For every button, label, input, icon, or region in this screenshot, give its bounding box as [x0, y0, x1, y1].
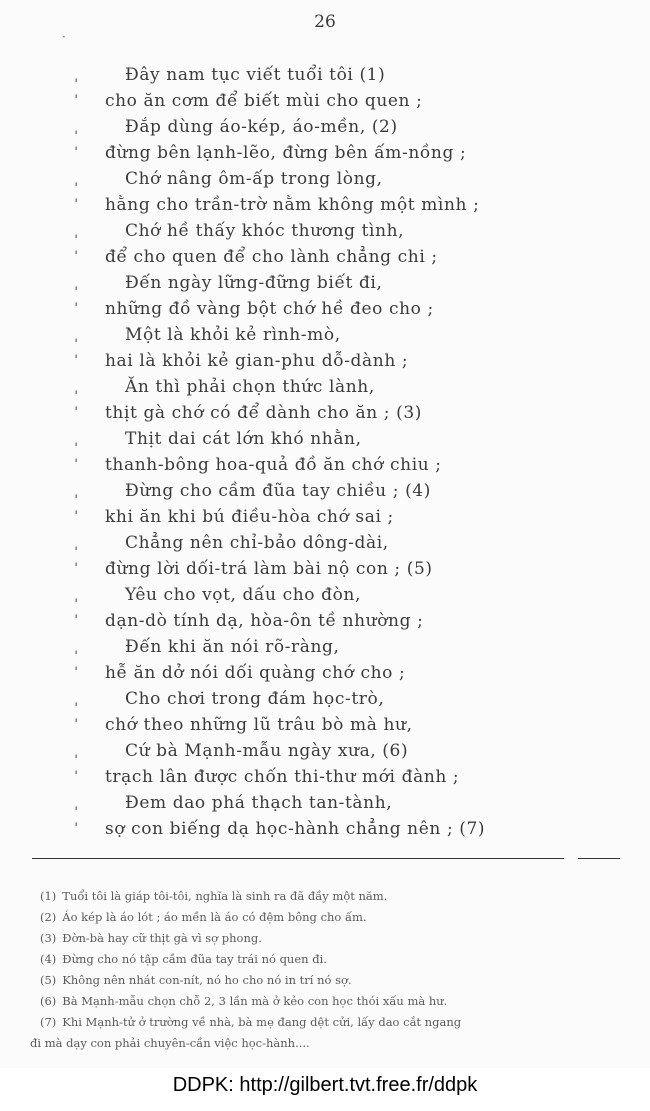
- poem-line-text: Yêu cho vọt, dấu cho đòn,: [125, 585, 361, 605]
- margin-tick-mark: ˈ: [74, 196, 79, 214]
- footnotes-block: [30, 886, 630, 1054]
- poem-line: [70, 400, 590, 426]
- poem-line: [70, 426, 590, 452]
- poem-line: [70, 166, 590, 192]
- margin-tick-mark: ˌ: [74, 638, 79, 656]
- footnote-text: Đờn-bà hay cữ thịt gà vì sợ phong.: [62, 931, 262, 945]
- footnote-text: đi mà dạy con phải chuyên-cần việc học-hành....: [30, 1036, 310, 1050]
- margin-tick-mark: ˈ: [74, 300, 79, 318]
- margin-tick-mark: ˈ: [74, 612, 79, 630]
- poem-line: [70, 582, 590, 608]
- footnote-text: Tuổi tôi là giáp tôi-tôi, nghĩa là sinh ra đã đầy một năm.: [62, 889, 388, 903]
- poem-line-text: Đắp dùng áo-kép, áo-mền, (2): [125, 117, 398, 137]
- poem-line-text: chớ theo những lũ trâu bò mà hư,: [105, 715, 413, 735]
- poem-line-text: sợ con biếng dạ học-hành chẳng nên ; (7): [105, 819, 486, 839]
- footnote: [30, 886, 630, 907]
- poem-line-text: khi ăn khi bú điều-hòa chớ sai ;: [105, 507, 394, 527]
- footnote-number: (7): [40, 1015, 57, 1029]
- speck-mark: ·: [62, 30, 66, 44]
- poem-line-text: hai là khỏi kẻ gian-phu dỗ-dành ;: [105, 351, 409, 371]
- poem-line: [70, 790, 590, 816]
- footnote-number: (5): [40, 973, 57, 987]
- poem-line: [70, 192, 590, 218]
- margin-tick-mark: ˌ: [74, 534, 79, 552]
- margin-tick-mark: ˌ: [74, 66, 79, 84]
- footnote-number: (2): [40, 910, 57, 924]
- poem-line: [70, 296, 590, 322]
- margin-tick-mark: ˌ: [74, 274, 79, 292]
- margin-tick-mark: ˈ: [74, 352, 79, 370]
- margin-tick-mark: ˌ: [74, 482, 79, 500]
- margin-tick-mark: ˌ: [74, 222, 79, 240]
- footnote: [30, 991, 630, 1012]
- poem-line: [70, 504, 590, 530]
- footnote-number: (6): [40, 994, 57, 1008]
- poem-line-text: Ăn thì phải chọn thức lành,: [125, 377, 375, 397]
- footnote-text: Không nên nhát con-nít, nó ho cho nó in trí nó sợ.: [62, 973, 352, 987]
- footnote: [30, 1033, 630, 1054]
- poem-body: [70, 62, 590, 842]
- source-credit: DDPK: http://gilbert.tvt.free.fr/ddpk: [172, 1074, 478, 1096]
- poem-line: [70, 478, 590, 504]
- poem-line: [70, 374, 590, 400]
- margin-tick-mark: ˌ: [74, 690, 79, 708]
- footnote-text: Bà Mạnh-mẫu chọn chỗ 2, 3 lần mà ở kẻo con học thói xấu mà hư.: [62, 994, 448, 1008]
- poem-line-text: Chớ nâng ôm-ấp trong lòng,: [125, 169, 383, 189]
- footnote-number: (1): [40, 889, 57, 903]
- poem-line-text: Đến ngày lững-đững biết đi,: [125, 273, 383, 293]
- poem-line-text: Đây nam tục viết tuổi tôi (1): [125, 65, 386, 85]
- poem-line: [70, 270, 590, 296]
- footnote-text: Đừng cho nó tập cầm đũa tay trái nó quen đi.: [62, 952, 327, 966]
- margin-tick-mark: ˈ: [74, 768, 79, 786]
- margin-tick-mark: ˈ: [74, 664, 79, 682]
- poem-line: [70, 608, 590, 634]
- poem-line: [70, 140, 590, 166]
- margin-tick-mark: ˈ: [74, 820, 79, 838]
- poem-line: [70, 686, 590, 712]
- poem-line: [70, 62, 590, 88]
- margin-tick-mark: ˌ: [74, 378, 79, 396]
- margin-tick-mark: ˈ: [74, 92, 79, 110]
- margin-tick-mark: ˌ: [74, 118, 79, 136]
- poem-line: [70, 88, 590, 114]
- footnote-separator-short: [578, 858, 620, 859]
- poem-line-text: Đem dao phá thạch tan-tành,: [125, 793, 393, 813]
- margin-tick-mark: ˈ: [74, 560, 79, 578]
- poem-line: [70, 348, 590, 374]
- margin-tick-mark: ˌ: [74, 794, 79, 812]
- page-number: 26: [314, 12, 336, 32]
- margin-tick-mark: ˌ: [74, 742, 79, 760]
- poem-line: [70, 764, 590, 790]
- poem-line: [70, 712, 590, 738]
- poem-line-text: đừng lời dối-trá làm bài nộ con ; (5): [105, 559, 433, 579]
- poem-line-text: dạn-dò tính dạ, hòa-ôn tề nhường ;: [105, 611, 424, 631]
- poem-line: [70, 244, 590, 270]
- poem-line: [70, 218, 590, 244]
- poem-line: [70, 530, 590, 556]
- poem-line-text: hễ ăn dở nói dối quàng chớ cho ;: [105, 663, 406, 683]
- footnote-text: Khi Mạnh-tử ở trường về nhà, bà mẹ đang dệt cửi, lấy dao cắt ngang: [62, 1015, 462, 1029]
- margin-tick-mark: ˈ: [74, 716, 79, 734]
- poem-line-text: Cứ bà Mạnh-mẫu ngày xưa, (6): [125, 741, 409, 761]
- footnote: [30, 949, 630, 970]
- margin-tick-mark: ˈ: [74, 508, 79, 526]
- margin-tick-mark: ˌ: [74, 170, 79, 188]
- poem-line: [70, 634, 590, 660]
- poem-line-text: Đừng cho cầm đũa tay chiều ; (4): [125, 481, 431, 501]
- poem-line-text: Đến khi ăn nói rõ-ràng,: [125, 637, 340, 657]
- poem-line-text: Một là khỏi kẻ rình-mò,: [125, 325, 341, 345]
- margin-tick-mark: ˌ: [74, 586, 79, 604]
- poem-line-text: thanh-bông hoa-quả đồ ăn chớ chiu ;: [105, 455, 442, 475]
- margin-tick-mark: ˈ: [74, 144, 79, 162]
- poem-line-text: trạch lân được chốn thi-thư mới đành ;: [105, 767, 460, 787]
- poem-line: [70, 660, 590, 686]
- margin-tick-mark: ˈ: [74, 248, 79, 266]
- poem-line: [70, 816, 590, 842]
- margin-tick-mark: ˈ: [74, 456, 79, 474]
- footnote-text: Áo kép là áo lót ; áo mền là áo có đệm bông cho ấm.: [62, 910, 367, 924]
- poem-line-text: đừng bên lạnh-lẽo, đừng bên ấm-nồng ;: [105, 143, 467, 163]
- poem-line: [70, 322, 590, 348]
- margin-tick-mark: ˌ: [74, 326, 79, 344]
- poem-line: [70, 452, 590, 478]
- margin-tick-mark: ˌ: [74, 430, 79, 448]
- poem-line-text: Cho chơi trong đám học-trò,: [125, 689, 385, 709]
- poem-line: [70, 556, 590, 582]
- poem-line-text: những đồ vàng bột chớ hề đeo cho ;: [105, 299, 434, 319]
- poem-line-text: cho ăn cơm để biết mùi cho quen ;: [105, 91, 423, 111]
- footnote-number: (3): [40, 931, 57, 945]
- footnote-separator: [32, 858, 564, 859]
- margin-tick-mark: ˈ: [74, 404, 79, 422]
- footnote: [30, 1012, 630, 1033]
- poem-line-text: Chớ hề thấy khóc thương tình,: [125, 221, 405, 241]
- poem-line-text: Thịt dai cát lớn khó nhằn,: [125, 429, 362, 449]
- poem-line-text: thịt gà chớ có để dành cho ăn ; (3): [105, 403, 423, 423]
- footnote-number: (4): [40, 952, 57, 966]
- poem-line-text: Chẳng nên chỉ-bảo dông-dài,: [125, 533, 389, 553]
- poem-line-text: hằng cho trần-trờ nằm không một mình ;: [105, 195, 480, 215]
- poem-line: [70, 738, 590, 764]
- poem-line: [70, 114, 590, 140]
- footnote: [30, 970, 630, 991]
- footnote: [30, 928, 630, 949]
- poem-line-text: để cho quen để cho lành chẳng chi ;: [105, 247, 438, 267]
- footnote: [30, 907, 630, 928]
